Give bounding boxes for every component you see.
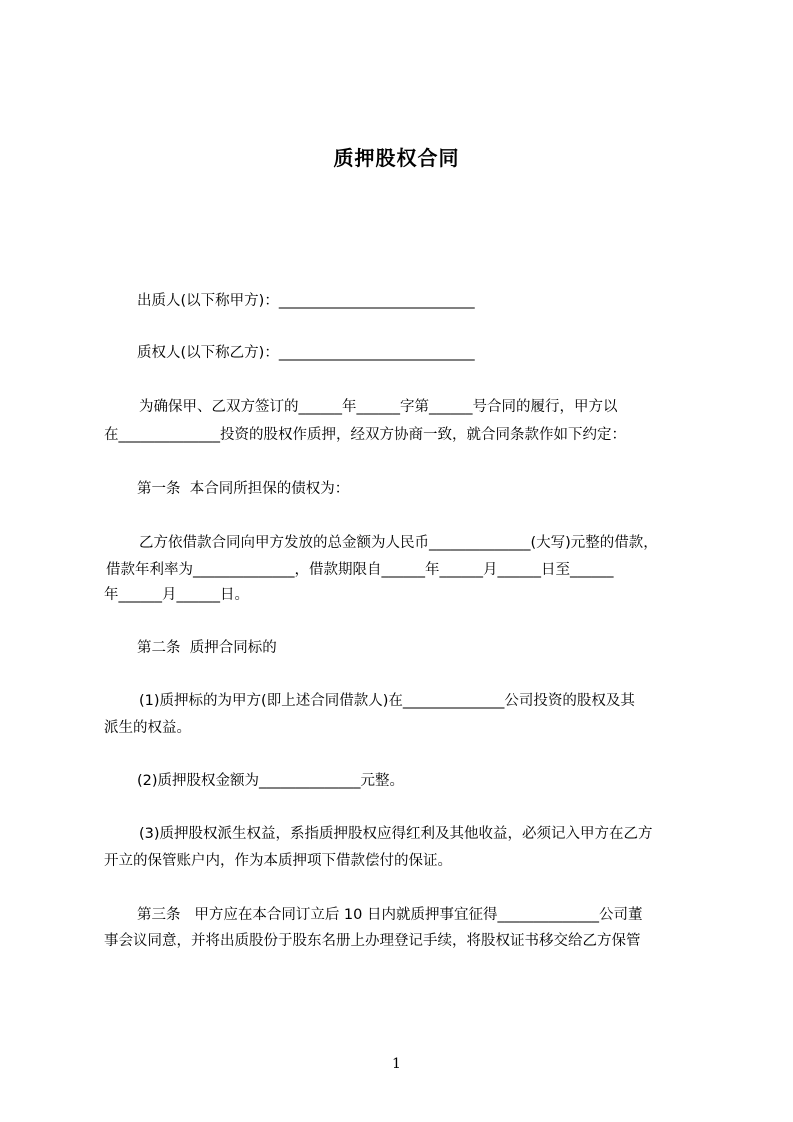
pledgor-line: 出质人(以下称甲方)：___________________________	[137, 293, 475, 309]
pledgee-line: 质权人(以下称乙方)：___________________________	[137, 345, 475, 361]
article-1-line-2: 借款年利率为______________，借款期限自______年______月______日至______	[106, 562, 614, 578]
article-1-line-3: 年______月______日。	[104, 587, 249, 603]
article-1-line-1: 乙方依借款合同向甲方发放的总金额为人民币______________(大写)元整的借款，	[139, 535, 658, 551]
article-2-item-3-line-1: (3)质押股权派生权益，系指质押股权应得红利及其他收益，必须记入甲方在乙方	[139, 826, 653, 842]
document-title: 质押股权合同	[333, 146, 460, 170]
article-2-item-1-line-1: (1)质押标的为甲方(即上述合同借款人)在______________公司投资的股权及其	[139, 693, 635, 709]
article-2-item-1-line-2: 派生的权益。	[104, 720, 191, 736]
page-number: 1	[392, 1056, 401, 1072]
article-1-heading: 第一条 本合同所担保的债权为：	[137, 481, 350, 497]
article-3-line-2: 事会议同意，并将出质股份于股东名册上办理登记手续，将股权证书移交给乙方保管	[104, 933, 641, 949]
preamble-line-2: 在______________投资的股权作质押，经双方协商一致，就合同条款作如下约定：	[104, 427, 626, 443]
article-2-item-3-line-2: 开立的保管账户内，作为本质押项下借款偿付的保证。	[104, 853, 452, 869]
preamble-line-1: 为确保甲、乙双方签订的______年______字第______号合同的履行，甲方以	[139, 399, 618, 415]
article-3-line-1: 第三条 甲方应在本合同订立后 10 日内就质押事宜征得______________公司董	[137, 907, 643, 923]
article-2-item-2: (2)质押股权金额为______________元整。	[137, 773, 405, 789]
article-2-heading: 第二条 质押合同标的	[137, 640, 277, 656]
